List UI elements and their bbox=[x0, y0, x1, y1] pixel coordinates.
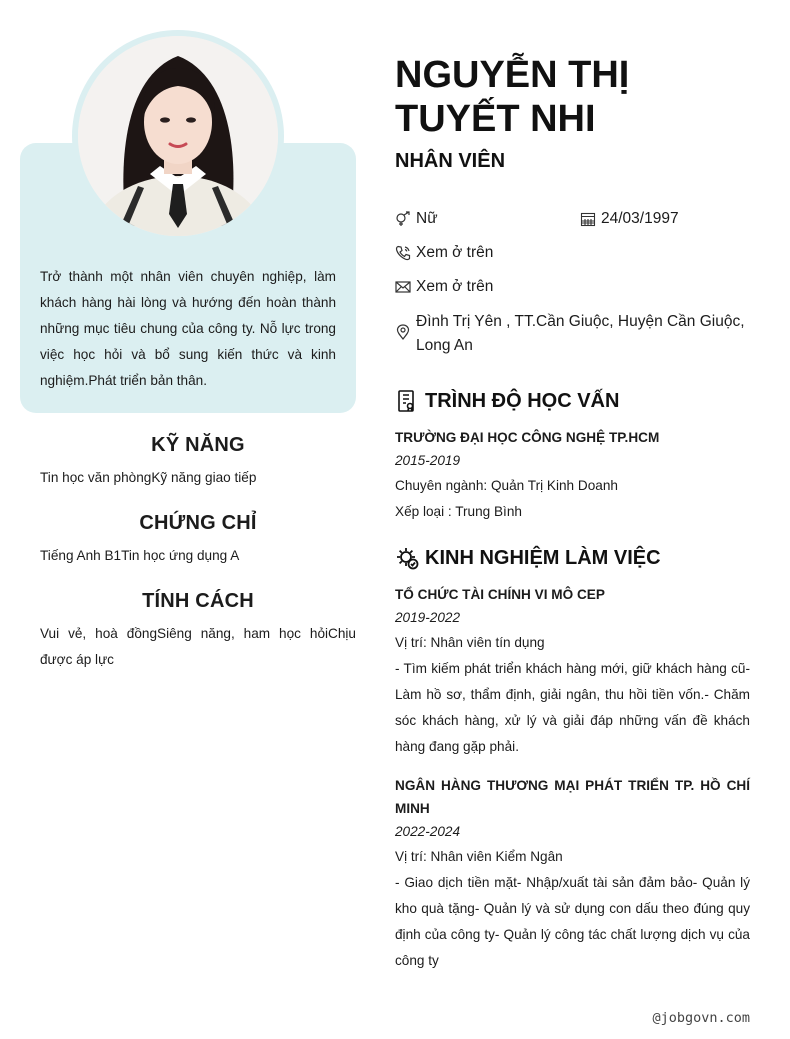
map-pin-icon bbox=[395, 324, 411, 340]
experience-heading-text: KINH NGHIỆM LÀM VIỆC bbox=[425, 546, 661, 569]
phone-value[interactable]: Xem ở trên bbox=[416, 244, 494, 261]
envelope-icon bbox=[395, 279, 411, 295]
education-heading-text: TRÌNH ĐỘ HỌC VẤN bbox=[425, 389, 620, 412]
avatar bbox=[78, 36, 278, 236]
education-grade: Xếp loại : Trung Bình bbox=[395, 504, 522, 519]
education-period: 2015-2019 bbox=[395, 453, 461, 468]
phone-icon bbox=[395, 245, 411, 261]
job-entry bbox=[395, 583, 750, 760]
job-description: - Tìm kiếm phát triển khách hàng mới, giữ khách hàng cũ- Làm hồ sơ, thẩm định, giải ngân, thu hồi tiền vốn.- Chăm sóc khách hàng, xử lý và giải đáp những vấn đề khách hàng đang gặp phải. bbox=[395, 661, 750, 754]
personality-text: Vui vẻ, hoà đồngSiêng năng, ham học hỏiChịu được áp lực bbox=[40, 626, 356, 667]
company-name: NGÂN HÀNG THƯƠNG MẠI PHÁT TRIỂN TP. HỒ CHÍ MINH bbox=[395, 778, 750, 816]
company-name: TỔ CHỨC TÀI CHÍNH VI MÔ CEP bbox=[395, 587, 605, 602]
job-description: - Giao dịch tiền mặt- Nhập/xuất tài sản đảm bảo- Quản lý kho quà tặng- Quản lý và sử dụng con dấu theo đúng quy định của công ty- Quản lý công tác chất lượng dịch vụ của công ty bbox=[395, 875, 750, 968]
email-info bbox=[395, 275, 493, 299]
certificates-heading: CHỨNG CHỈ bbox=[139, 512, 257, 534]
education-major: Chuyên ngành: Quản Trị Kinh Doanh bbox=[395, 478, 618, 493]
job-period: 2022-2024 bbox=[395, 824, 461, 839]
experience-heading bbox=[395, 546, 661, 570]
gender-info bbox=[395, 207, 438, 231]
calendar-icon bbox=[580, 211, 596, 227]
gender-value: Nữ bbox=[416, 210, 438, 227]
job-period: 2019-2022 bbox=[395, 610, 461, 625]
career-objective: Trở thành một nhân viên chuyên nghiệp, làm khách hàng hài lòng và hướng đến hoàn thành những mục tiêu chung của công ty. Nỗ lực trong việc học hỏi và bổ sung kiến thức và kinh nghiệm.Phát triển bản thân. bbox=[40, 269, 336, 388]
job-position: Vị trí: Nhân viên tín dụng bbox=[395, 635, 545, 650]
skills-heading: KỸ NĂNG bbox=[151, 434, 245, 456]
job-title: NHÂN VIÊN bbox=[395, 150, 506, 172]
certificates-text: Tiếng Anh B1Tin học ứng dụng A bbox=[40, 548, 240, 563]
personality-heading: TÍNH CÁCH bbox=[142, 590, 254, 612]
gear-check-icon bbox=[395, 546, 419, 570]
phone-info bbox=[395, 241, 493, 265]
education-heading bbox=[395, 389, 619, 413]
address-info bbox=[395, 310, 750, 358]
watermark: @jobgovn.com bbox=[652, 1010, 750, 1026]
gender-icon bbox=[395, 211, 411, 227]
birthdate-info bbox=[580, 207, 679, 231]
birthdate-value: 24/03/1997 bbox=[601, 210, 679, 227]
job-entry bbox=[395, 774, 750, 974]
document-icon bbox=[395, 389, 419, 413]
skills-text: Tin học văn phòngKỹ năng giao tiếp bbox=[40, 470, 257, 485]
education-block bbox=[395, 426, 750, 525]
email-value[interactable]: Xem ở trên bbox=[416, 278, 494, 295]
job-position: Vị trí: Nhân viên Kiểm Ngân bbox=[395, 849, 563, 864]
school-name: TRƯỜNG ĐẠI HỌC CÔNG NGHỆ TP.HCM bbox=[395, 430, 660, 445]
address-value: Đình Trị Yên , TT.Cần Giuộc, Huyện Cần Giuộc, Long An bbox=[416, 313, 745, 354]
full-name: NGUYỄN THỊ TUYẾT NHI bbox=[395, 54, 630, 140]
